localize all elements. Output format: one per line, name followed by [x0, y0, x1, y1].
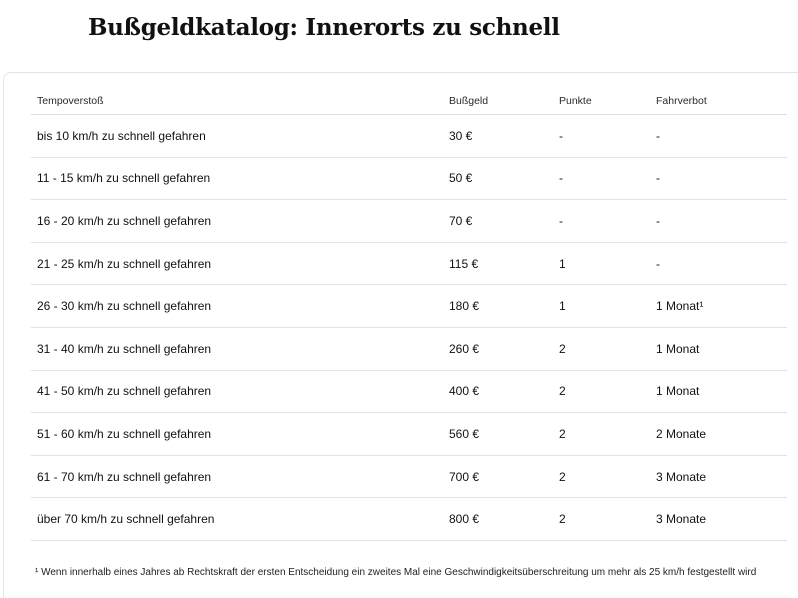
cell-punkte: 2 — [553, 370, 650, 413]
table-row — [31, 455, 787, 498]
table-row — [31, 327, 787, 370]
column-header-bussgeld: Bußgeld — [443, 87, 553, 115]
table-row — [31, 200, 787, 243]
footnote: ¹ Wenn innerhalb eines Jahres ab Rechtskraft der ersten Entscheidung ein zweites Mal eine Geschwindigkeitsüberschreitung um mehr als 25 km/h festgestellt wird — [35, 567, 757, 578]
cell-bussgeld: 560 € — [443, 413, 553, 456]
cell-fahrverbot: 3 Monate — [650, 455, 787, 498]
table-row — [31, 285, 787, 328]
cell-bussgeld: 800 € — [443, 498, 553, 541]
table-body — [31, 115, 787, 541]
cell-bussgeld: 30 € — [443, 115, 553, 158]
cell-bussgeld: 115 € — [443, 242, 553, 285]
cell-bussgeld: 70 € — [443, 200, 553, 243]
column-header-fahrverbot: Fahrverbot — [650, 87, 787, 115]
cell-tempoverstoss: 21 - 25 km/h zu schnell gefahren — [31, 242, 443, 285]
table-row — [31, 498, 787, 541]
cell-fahrverbot: - — [650, 115, 787, 158]
table-row — [31, 115, 787, 158]
cell-bussgeld: 260 € — [443, 327, 553, 370]
cell-tempoverstoss: 51 - 60 km/h zu schnell gefahren — [31, 413, 443, 456]
cell-tempoverstoss: 41 - 50 km/h zu schnell gefahren — [31, 370, 443, 413]
cell-punkte: 2 — [553, 413, 650, 456]
cell-tempoverstoss: 31 - 40 km/h zu schnell gefahren — [31, 327, 443, 370]
cell-punkte: 1 — [553, 242, 650, 285]
cell-bussgeld: 700 € — [443, 455, 553, 498]
cell-fahrverbot: 2 Monate — [650, 413, 787, 456]
table-row — [31, 413, 787, 456]
table-row — [31, 157, 787, 200]
cell-tempoverstoss: 11 - 15 km/h zu schnell gefahren — [31, 157, 443, 200]
cell-fahrverbot: 1 Monat — [650, 370, 787, 413]
cell-tempoverstoss: 26 - 30 km/h zu schnell gefahren — [31, 285, 443, 328]
fine-table-card — [3, 72, 798, 598]
cell-fahrverbot: 3 Monate — [650, 498, 787, 541]
cell-fahrverbot: - — [650, 242, 787, 285]
cell-bussgeld: 180 € — [443, 285, 553, 328]
cell-fahrverbot: - — [650, 157, 787, 200]
cell-fahrverbot: 1 Monat — [650, 327, 787, 370]
cell-tempoverstoss: 16 - 20 km/h zu schnell gefahren — [31, 200, 443, 243]
table-row — [31, 242, 787, 285]
page-title: Bußgeldkatalog: Innerorts zu schnell — [88, 14, 560, 41]
cell-tempoverstoss: bis 10 km/h zu schnell gefahren — [31, 115, 443, 158]
cell-punkte: - — [553, 157, 650, 200]
cell-punkte: - — [553, 200, 650, 243]
column-header-punkte: Punkte — [553, 87, 650, 115]
cell-tempoverstoss: 61 - 70 km/h zu schnell gefahren — [31, 455, 443, 498]
table-header-row — [31, 87, 787, 115]
cell-tempoverstoss: über 70 km/h zu schnell gefahren — [31, 498, 443, 541]
cell-bussgeld: 400 € — [443, 370, 553, 413]
cell-punkte: 1 — [553, 285, 650, 328]
table-row — [31, 370, 787, 413]
cell-punkte: 2 — [553, 455, 650, 498]
column-header-tempoverstoss: Tempoverstoß — [31, 87, 443, 115]
cell-punkte: 2 — [553, 498, 650, 541]
cell-punkte: 2 — [553, 327, 650, 370]
cell-fahrverbot: - — [650, 200, 787, 243]
cell-punkte: - — [553, 115, 650, 158]
fine-table — [31, 87, 787, 541]
cell-bussgeld: 50 € — [443, 157, 553, 200]
cell-fahrverbot: 1 Monat¹ — [650, 285, 787, 328]
